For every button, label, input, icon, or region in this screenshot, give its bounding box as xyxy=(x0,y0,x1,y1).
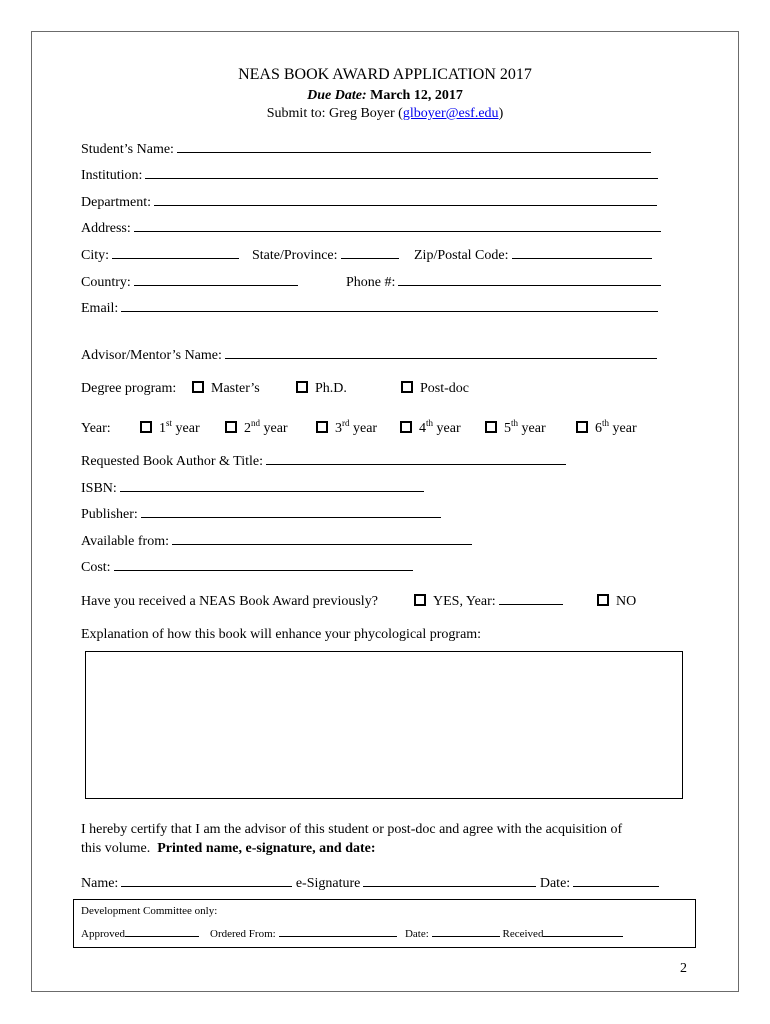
book-author-title-label: Requested Book Author & Title: xyxy=(81,454,264,469)
year-option-4[interactable] xyxy=(400,418,461,437)
country-field[interactable] xyxy=(134,284,298,286)
student-name-field[interactable] xyxy=(177,151,651,153)
year-option-5[interactable] xyxy=(485,418,546,437)
city-label: City: xyxy=(81,248,110,263)
year-6-sup: th xyxy=(602,418,610,428)
year-5-sup: th xyxy=(511,418,519,428)
year-6-checkbox[interactable] xyxy=(576,421,588,433)
institution-row xyxy=(81,168,658,184)
year-3-num: 3 xyxy=(335,421,342,436)
department-field[interactable] xyxy=(154,204,657,206)
year-5-word: year xyxy=(518,421,546,436)
year-2-word: year xyxy=(260,421,288,436)
zip-row xyxy=(414,248,652,264)
phd-checkbox[interactable] xyxy=(296,381,308,393)
department-row xyxy=(81,195,657,211)
year-option-6[interactable] xyxy=(576,418,637,437)
postdoc-checkbox[interactable] xyxy=(401,381,413,393)
received-label: Received xyxy=(502,928,544,940)
institution-label: Institution: xyxy=(81,168,143,183)
degree-option-phd[interactable] xyxy=(296,381,347,397)
previous-yes-checkbox[interactable] xyxy=(414,594,426,606)
approved-label: Approved xyxy=(81,928,125,940)
zip-label: Zip/Postal Code: xyxy=(414,248,509,263)
year-4-sup: th xyxy=(426,418,434,428)
year-2-checkbox[interactable] xyxy=(225,421,237,433)
phone-label: Phone #: xyxy=(346,275,396,290)
address-row xyxy=(81,221,661,237)
year-1-word: year xyxy=(172,421,200,436)
publisher-label: Publisher: xyxy=(81,507,138,522)
cost-row xyxy=(81,560,413,576)
degree-option-masters[interactable] xyxy=(192,381,260,397)
phd-label: Ph.D. xyxy=(315,381,347,396)
zip-field[interactable] xyxy=(512,257,652,259)
year-5-checkbox[interactable] xyxy=(485,421,497,433)
due-date-value: March 12, 2017 xyxy=(366,88,463,103)
country-label: Country: xyxy=(81,275,131,290)
masters-checkbox[interactable] xyxy=(192,381,204,393)
previous-yes-option[interactable] xyxy=(414,594,563,610)
degree-option-postdoc[interactable] xyxy=(401,381,469,397)
certify-plain: this volume. xyxy=(81,841,151,856)
sig-esig-label: e-Signature xyxy=(295,876,361,891)
sig-name-field[interactable] xyxy=(121,885,292,887)
ordered-field[interactable] xyxy=(279,935,397,937)
department-label: Department: xyxy=(81,195,151,210)
year-3-checkbox[interactable] xyxy=(316,421,328,433)
advisor-field[interactable] xyxy=(225,357,657,359)
previous-no-option[interactable] xyxy=(597,594,636,610)
degree-label: Degree program: xyxy=(81,381,177,396)
year-option-2[interactable] xyxy=(225,418,288,437)
year-2-sup: nd xyxy=(251,418,260,428)
phone-field[interactable] xyxy=(398,284,661,286)
received-field[interactable] xyxy=(543,935,623,937)
book-author-title-field[interactable] xyxy=(266,463,566,465)
signature-row xyxy=(81,876,659,892)
institution-field[interactable] xyxy=(145,177,658,179)
book-author-title-row xyxy=(81,454,566,470)
email-label: Email: xyxy=(81,301,119,316)
year-3-sup: rd xyxy=(342,418,350,428)
student-name-label: Student’s Name: xyxy=(81,142,174,157)
year-4-checkbox[interactable] xyxy=(400,421,412,433)
city-row xyxy=(81,248,239,264)
available-row xyxy=(81,534,472,550)
committee-date-label: Date: xyxy=(404,928,429,940)
due-date-label: Due Date: xyxy=(307,88,367,103)
year-5-num: 5 xyxy=(504,421,511,436)
certify-line-1: I hereby certify that I am the advisor of this student or post-doc and agree with the acquisition of xyxy=(81,822,623,837)
ordered-label: Ordered From: xyxy=(210,928,276,940)
email-row xyxy=(81,301,658,317)
year-6-num: 6 xyxy=(595,421,602,436)
form-title: NEAS BOOK AWARD APPLICATION 2017 xyxy=(238,66,532,83)
state-field[interactable] xyxy=(341,257,399,259)
address-label: Address: xyxy=(81,221,131,236)
explanation-textarea[interactable] xyxy=(85,651,683,799)
state-label: State/Province: xyxy=(252,248,338,263)
committee-date-field[interactable] xyxy=(432,935,500,937)
previous-no-label: NO xyxy=(616,594,637,609)
sig-name-label: Name: xyxy=(81,876,119,891)
masters-label: Master’s xyxy=(211,381,260,396)
cost-label: Cost: xyxy=(81,560,111,575)
previous-award-question: Have you received a NEAS Book Award previously? xyxy=(81,594,378,609)
approved-field[interactable] xyxy=(125,935,199,937)
degree-row xyxy=(81,381,176,397)
advisor-row xyxy=(81,348,657,364)
committee-title: Development Committee only: xyxy=(81,905,218,917)
submit-email-link[interactable]: glboyer@esf.edu xyxy=(402,106,499,121)
page-number: 2 xyxy=(680,961,687,976)
isbn-field[interactable] xyxy=(120,490,424,492)
year-1-sup: st xyxy=(166,418,173,428)
available-label: Available from: xyxy=(81,534,169,549)
publisher-field[interactable] xyxy=(141,516,441,518)
sig-esig-field[interactable] xyxy=(363,885,536,887)
sig-date-field[interactable] xyxy=(573,885,659,887)
year-1-checkbox[interactable] xyxy=(140,421,152,433)
isbn-row xyxy=(81,481,424,497)
explanation-label: Explanation of how this book will enhance your phycological program: xyxy=(81,627,482,642)
committee-fields xyxy=(81,928,623,940)
due-date xyxy=(0,88,770,104)
certify-bold: Printed name, e-signature, and date: xyxy=(157,841,376,856)
year-label: Year: xyxy=(81,421,111,436)
submit-prefix: Submit to: Greg Boyer ( xyxy=(266,106,403,121)
year-3-word: year xyxy=(349,421,378,436)
city-field[interactable] xyxy=(112,257,239,259)
previous-year-field[interactable] xyxy=(499,603,563,605)
student-name-row xyxy=(81,142,651,158)
email-field[interactable] xyxy=(121,310,658,312)
postdoc-label: Post-doc xyxy=(420,381,469,396)
address-field[interactable] xyxy=(134,230,661,232)
year-4-num: 4 xyxy=(419,421,426,436)
previous-no-checkbox[interactable] xyxy=(597,594,609,606)
submit-to xyxy=(0,106,770,122)
country-row xyxy=(81,275,298,291)
sig-date-label: Date: xyxy=(539,876,571,891)
previous-yes-label: YES, Year: xyxy=(433,594,496,609)
isbn-label: ISBN: xyxy=(81,481,117,496)
phone-row xyxy=(346,275,661,291)
advisor-label: Advisor/Mentor’s Name: xyxy=(81,348,222,363)
year-option-1[interactable] xyxy=(140,418,200,437)
year-2-num: 2 xyxy=(244,421,251,436)
year-4-word: year xyxy=(433,421,461,436)
year-option-3[interactable] xyxy=(316,418,378,437)
cost-field[interactable] xyxy=(114,569,413,571)
certify-line-2 xyxy=(81,841,376,857)
submit-suffix: ) xyxy=(498,106,504,121)
available-field[interactable] xyxy=(172,543,472,545)
year-6-word: year xyxy=(609,421,637,436)
year-1-num: 1 xyxy=(159,421,166,436)
state-row xyxy=(252,248,399,264)
publisher-row xyxy=(81,507,441,523)
